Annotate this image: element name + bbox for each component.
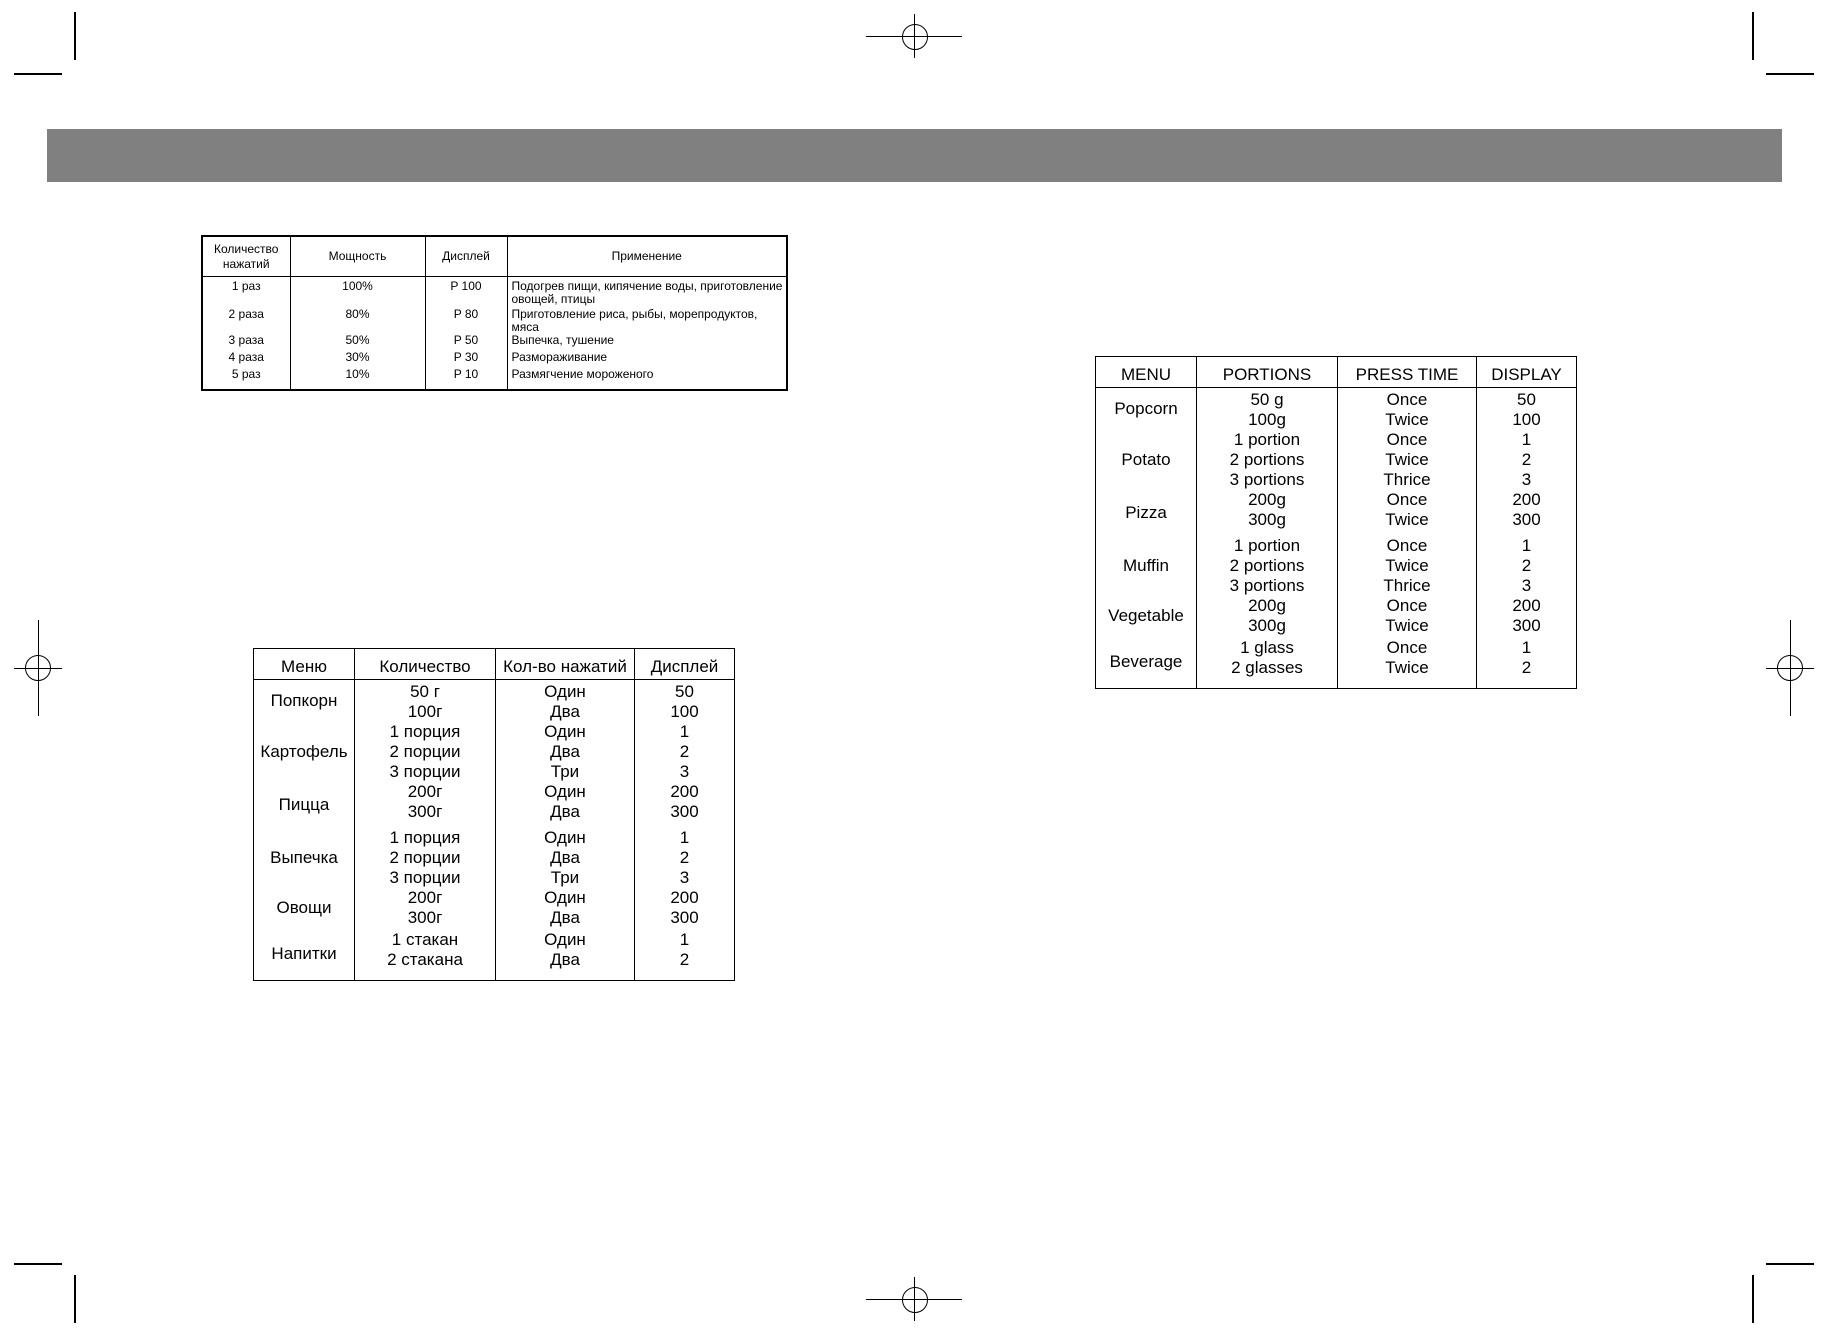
power-cell: 10% <box>290 368 425 390</box>
portions-value: 200g <box>1248 490 1286 509</box>
table-row <box>254 888 735 928</box>
column-header: Применение <box>507 236 787 277</box>
table-row <box>1096 636 1577 689</box>
use-cell: Размягчение мороженого <box>507 368 787 390</box>
press-value: Twice <box>1385 510 1429 529</box>
press-value: Twice <box>1385 658 1429 677</box>
portions-cell <box>355 928 496 981</box>
presses-cell: 2 раза <box>228 307 264 321</box>
table-row <box>202 351 787 368</box>
portions-value: 100г <box>407 702 443 721</box>
portions-value: 3 portions <box>1229 470 1305 489</box>
display-value: 2 <box>1521 556 1532 575</box>
press-value: Два <box>550 848 580 867</box>
portions-cell <box>1197 596 1338 636</box>
portions-value: 2 порции <box>389 848 461 867</box>
power-cell: 50% <box>290 334 425 351</box>
portions-cell <box>355 782 496 828</box>
table-row <box>254 828 735 888</box>
press-value: Once <box>1386 490 1428 509</box>
display-cell <box>635 828 735 888</box>
table-body <box>254 680 735 981</box>
portions-value: 50 г <box>410 682 440 701</box>
portions-value: 1 portion <box>1233 536 1301 555</box>
menu-item-cell: Muffin <box>1123 556 1169 575</box>
column-header: DISPLAY <box>1477 357 1577 388</box>
power-cell: 80% <box>290 308 425 334</box>
press-value: Twice <box>1385 410 1429 429</box>
portions-value: 3 порции <box>389 762 461 781</box>
portions-cell <box>1197 490 1338 536</box>
display-value: 200 <box>670 888 699 907</box>
table-row <box>1096 490 1577 536</box>
press-value: Once <box>1386 430 1428 449</box>
use-cell: Подогрев пищи, кипячение воды, приготовление овощей, птицы <box>507 277 787 309</box>
press-value: Два <box>550 908 580 927</box>
portions-cell <box>1197 388 1338 431</box>
presses-cell: 4 раза <box>228 350 264 364</box>
use-cell: Размораживание <box>507 351 787 368</box>
table-row <box>254 680 735 723</box>
display-value: 1 <box>1521 430 1532 449</box>
display-value: 1 <box>679 828 690 847</box>
column-header: Количество <box>355 649 496 680</box>
column-header: Меню <box>254 649 355 680</box>
display-cell: P 30 <box>425 351 507 368</box>
portions-value: 1 порция <box>389 828 461 847</box>
display-cell <box>1477 636 1577 689</box>
menu-item-cell: Beverage <box>1109 652 1183 671</box>
display-value: 2 <box>679 950 690 969</box>
press-value: Два <box>550 950 580 969</box>
crop-mark <box>1766 1263 1814 1265</box>
display-value: 200 <box>1512 596 1541 615</box>
table-row <box>202 308 787 334</box>
display-value: 1 <box>679 722 690 741</box>
power-cell: 100% <box>290 277 425 309</box>
press-value: Thrice <box>1383 576 1431 595</box>
press-cell <box>1338 636 1477 689</box>
press-value: Twice <box>1385 616 1429 635</box>
portions-value: 200g <box>1248 596 1286 615</box>
press-value: Два <box>550 802 580 821</box>
portions-cell <box>1197 430 1338 490</box>
press-value: Один <box>544 888 586 907</box>
display-value: 50 <box>1517 390 1536 409</box>
display-cell <box>1477 596 1577 636</box>
column-header: Кол-во нажатий <box>496 649 635 680</box>
table-row <box>202 277 787 309</box>
press-value: Три <box>550 762 580 781</box>
table-row <box>202 334 787 351</box>
portions-value: 50 g <box>1250 390 1284 409</box>
menu-item-cell: Попкорн <box>270 691 338 710</box>
portions-value: 1 стакан <box>391 930 459 949</box>
portions-value: 300г <box>407 908 443 927</box>
display-value: 2 <box>679 742 690 761</box>
display-value: 1 <box>1521 536 1532 555</box>
display-value: 200 <box>670 782 699 801</box>
presses-cell: 5 раз <box>231 367 261 381</box>
menu-item-cell: Овощи <box>276 898 332 917</box>
portions-value: 200г <box>407 782 443 801</box>
presses-cell: 1 раз <box>231 279 261 293</box>
portions-value: 2 portions <box>1229 450 1305 469</box>
portions-cell <box>355 722 496 782</box>
portions-value: 300г <box>407 802 443 821</box>
table-row <box>254 928 735 981</box>
table-header-row <box>1096 357 1577 388</box>
press-cell <box>496 828 635 888</box>
press-value: Два <box>550 702 580 721</box>
display-cell <box>1477 388 1577 431</box>
crop-mark <box>74 12 76 60</box>
press-cell <box>1338 536 1477 596</box>
press-cell <box>496 722 635 782</box>
display-value: 3 <box>679 762 690 781</box>
table-row <box>1096 430 1577 490</box>
display-cell: P 10 <box>425 368 507 390</box>
crop-mark <box>1766 73 1814 75</box>
press-value: Один <box>544 828 586 847</box>
press-value: Twice <box>1385 450 1429 469</box>
portions-value: 2 порции <box>389 742 461 761</box>
table-row <box>1096 536 1577 596</box>
press-value: Once <box>1386 638 1428 657</box>
portions-value: 3 порции <box>389 868 461 887</box>
menu-item-cell: Vegetable <box>1108 606 1184 625</box>
table-row <box>254 782 735 828</box>
press-value: Once <box>1386 596 1428 615</box>
display-cell: P 50 <box>425 334 507 351</box>
press-value: Once <box>1386 536 1428 555</box>
table-row <box>254 722 735 782</box>
portions-value: 2 portions <box>1229 556 1305 575</box>
column-header: Дисплей <box>635 649 735 680</box>
press-cell <box>1338 596 1477 636</box>
crop-mark <box>74 1275 76 1323</box>
press-cell <box>1338 430 1477 490</box>
portions-value: 1 glass <box>1240 638 1294 657</box>
power-level-table <box>201 235 788 391</box>
menu-item-cell: Popcorn <box>1114 399 1178 418</box>
display-value: 3 <box>1521 470 1532 489</box>
display-value: 2 <box>1521 658 1532 677</box>
portions-cell <box>1197 536 1338 596</box>
crop-mark <box>1752 1275 1754 1323</box>
menu-item-cell: Выпечка <box>270 848 338 867</box>
display-value: 300 <box>1512 616 1541 635</box>
press-value: Twice <box>1385 556 1429 575</box>
press-cell <box>496 782 635 828</box>
display-cell: P 100 <box>425 277 507 309</box>
menu-item-cell: Напитки <box>271 944 337 963</box>
display-value: 2 <box>679 848 690 867</box>
use-cell: Приготовление риса, рыбы, морепродуктов, мяса <box>507 308 787 334</box>
portions-value: 2 стакана <box>387 950 463 969</box>
portions-value: 2 glasses <box>1231 658 1303 677</box>
power-cell: 30% <box>290 351 425 368</box>
portions-value: 100g <box>1248 410 1286 429</box>
portions-value: 1 portion <box>1233 430 1301 449</box>
menu-item-cell: Pizza <box>1125 503 1167 522</box>
table-row <box>1096 388 1577 431</box>
display-cell <box>1477 490 1577 536</box>
portions-cell <box>355 680 496 723</box>
press-value: Once <box>1386 390 1428 409</box>
display-value: 2 <box>1521 450 1532 469</box>
crop-mark <box>14 1263 62 1265</box>
table-header-row <box>254 649 735 680</box>
display-value: 100 <box>670 702 699 721</box>
display-cell <box>1477 430 1577 490</box>
display-cell <box>635 782 735 828</box>
press-cell <box>1338 490 1477 536</box>
portions-cell <box>1197 636 1338 689</box>
portions-value: 300g <box>1248 510 1286 529</box>
table-header-row <box>202 236 787 277</box>
display-cell <box>635 680 735 723</box>
use-cell: Выпечка, тушение <box>507 334 787 351</box>
display-cell <box>635 722 735 782</box>
menu-item-cell: Potato <box>1121 450 1171 469</box>
press-cell <box>496 888 635 928</box>
column-header: Мощность <box>290 236 425 277</box>
portions-cell <box>355 828 496 888</box>
crop-mark <box>1752 12 1754 60</box>
display-value: 300 <box>670 908 699 927</box>
table-row <box>1096 596 1577 636</box>
press-value: Один <box>544 930 586 949</box>
press-cell <box>496 680 635 723</box>
display-value: 50 <box>675 682 694 701</box>
auto-menu-table-ru <box>253 648 735 981</box>
menu-item-cell: Картофель <box>260 742 348 761</box>
press-cell <box>1338 388 1477 431</box>
presses-cell: 3 раза <box>228 333 264 347</box>
press-value: Один <box>544 682 586 701</box>
portions-value: 3 portions <box>1229 576 1305 595</box>
menu-item-cell: Пицца <box>278 795 330 814</box>
column-header: MENU <box>1096 357 1197 388</box>
column-header: PORTIONS <box>1197 357 1338 388</box>
display-cell <box>635 888 735 928</box>
portions-value: 300g <box>1248 616 1286 635</box>
display-value: 300 <box>670 802 699 821</box>
display-cell: P 80 <box>425 308 507 334</box>
column-header: PRESS TIME <box>1338 357 1477 388</box>
table-row <box>202 368 787 390</box>
press-value: Три <box>550 868 580 887</box>
crop-mark <box>14 73 62 75</box>
press-value: Один <box>544 722 586 741</box>
display-cell <box>635 928 735 981</box>
press-value: Thrice <box>1383 470 1431 489</box>
column-header: Количество нажатий <box>202 236 290 277</box>
portions-value: 200г <box>407 888 443 907</box>
display-value: 300 <box>1512 510 1541 529</box>
display-value: 1 <box>679 930 690 949</box>
portions-cell <box>355 888 496 928</box>
display-value: 100 <box>1512 410 1541 429</box>
press-value: Два <box>550 742 580 761</box>
header-band <box>47 129 1782 182</box>
table-body <box>1096 388 1577 689</box>
display-value: 1 <box>1521 638 1532 657</box>
press-value: Один <box>544 782 586 801</box>
display-value: 200 <box>1512 490 1541 509</box>
auto-menu-table-en <box>1095 356 1577 689</box>
press-cell <box>496 928 635 981</box>
display-value: 3 <box>679 868 690 887</box>
column-header: Дисплей <box>425 236 507 277</box>
display-value: 3 <box>1521 576 1532 595</box>
portions-value: 1 порция <box>389 722 461 741</box>
display-cell <box>1477 536 1577 596</box>
